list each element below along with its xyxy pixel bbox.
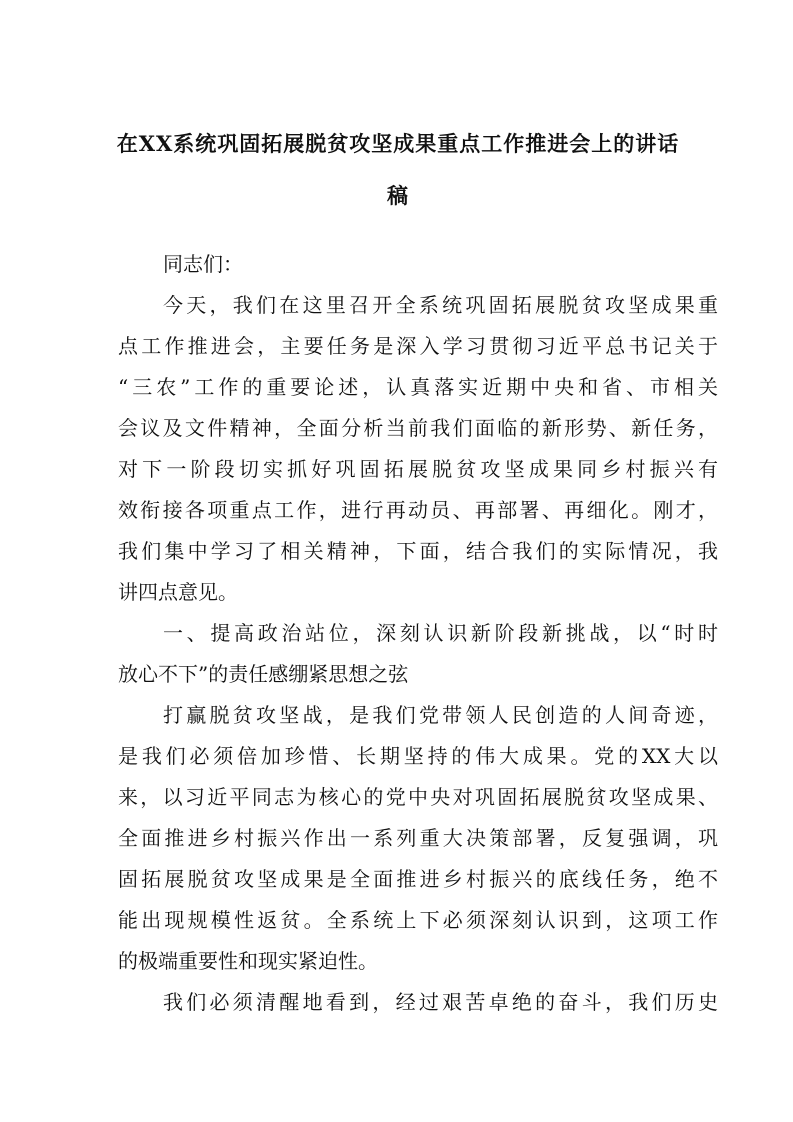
body-line: 我们必须清醒地看到，经过艰苦卓绝的奋斗，我们历史 [163,990,718,1014]
body-line: 来，以习近平同志为核心的党中央对巩固拓展脱贫攻坚成果、 [118,785,718,809]
document-body [118,244,718,1023]
body-line: 打赢脱贫攻坚战，是我们党带领人民创造的人间奇迹， [163,703,718,727]
body-line: 讲四点意见。 [118,580,238,604]
body-line: 点工作推进会，主要任务是深入学习贯彻习近平总书记关于 [118,334,718,358]
body-line: 固拓展脱贫攻坚成果是全面推进乡村振兴的底线任务，绝不 [118,867,718,891]
body-line: 全面推进乡村振兴作出一系列重大决策部署，反复强调，巩 [118,826,718,850]
body-line: 是我们必须倍加珍惜、长期坚持的伟大成果。党的XX大以 [118,744,718,768]
body-line: 的极端重要性和现实紧迫性。 [118,949,378,973]
title-line-1: 在XX系统巩固拓展脱贫攻坚成果重点工作推进会上的讲话 [116,131,680,156]
document-title [100,118,696,222]
body-line: 一、提高政治站位，深刻认识新阶段新挑战，以“时时 [163,621,718,645]
body-line: 我们集中学习了相关精神，下面，结合我们的实际情况，我 [118,539,718,563]
title-line-2: 稿 [387,183,409,208]
body-line: “三农”工作的重要论述，认真落实近期中央和省、市相关 [118,375,718,399]
body-line: 能出现规模性返贫。全系统上下必须深刻认识到，这项工作 [118,908,718,932]
body-line: 同志们： [163,252,243,276]
body-line: 今天，我们在这里召开全系统巩固拓展脱贫攻坚成果重 [163,293,718,317]
body-line: 会议及文件精神，全面分析当前我们面临的新形势、新任务， [118,416,718,440]
body-line: 效衔接各项重点工作，进行再动员、再部署、再细化。刚才， [118,498,718,522]
body-line: 放心不下”的责任感绷紧思想之弦 [118,662,409,686]
body-line: 对下一阶段切实抓好巩固拓展脱贫攻坚成果同乡村振兴有 [118,457,718,481]
